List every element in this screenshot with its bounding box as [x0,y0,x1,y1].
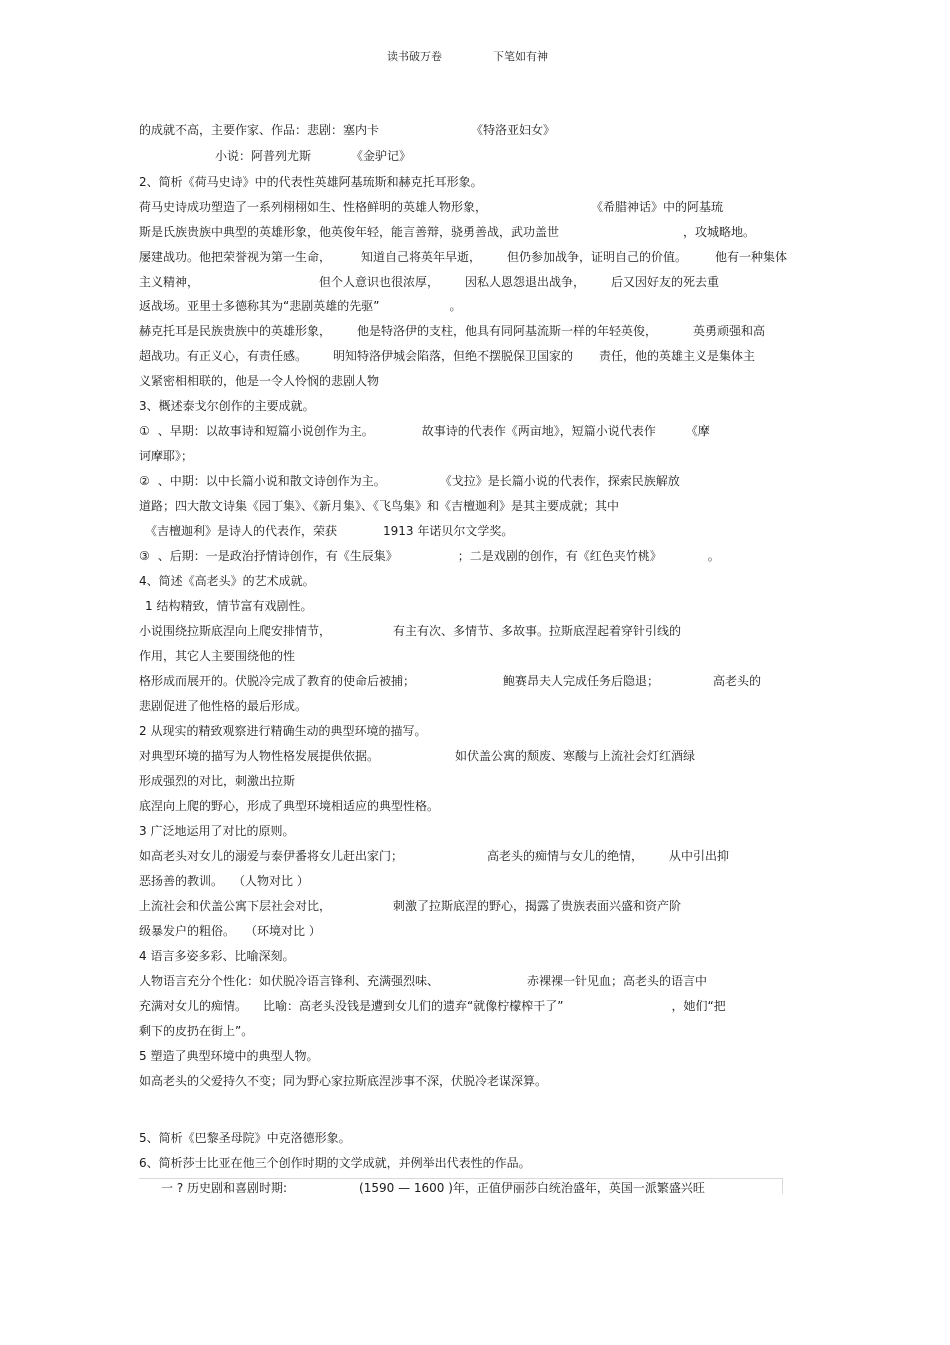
text-segment: 因私人恩怨退出战争， [465,275,586,289]
text-segment: 上流社会和伏盖公寓下层社会对比， [139,899,332,913]
text-line [139,848,729,864]
text-line [139,1155,531,1171]
text-segment: 级暴发户的粗俗。 [139,924,236,938]
text-line [139,798,439,814]
text-segment: 4、简述《高老头》的艺术成就。 [139,574,315,588]
text-segment: 一 ? 历史剧和喜剧时期: [161,1181,288,1195]
text-segment: 1913 年诺贝尔文学奖。 [383,524,514,538]
text-segment: 如高老头的父爱持久不变；同为野心家拉斯底涅涉事不深，伏脱冷老谋深算。 [139,1074,548,1088]
text-segment: ① [139,424,150,438]
text-segment: 底涅向上爬的野心，形成了典型环境相适应的典型性格。 [139,799,440,813]
text-segment: 悲剧促进了他性格的最后形成。 [139,699,308,713]
text-segment: （环境对比 ） [251,924,321,938]
text-segment: 义紧密相相联的，他是一令人怜悯的悲剧人物 [139,374,380,388]
text-segment: 主义精神， [139,275,200,289]
text-line [139,748,695,764]
text-line [139,423,710,439]
text-segment: 3 广泛地运用了对比的原则。 [139,824,295,838]
text-segment: 超战功。有正义心，有责任感。 [139,349,308,363]
text-segment: 有主有次、多情节、多故事。拉斯底涅起着穿针引线的 [393,624,682,638]
text-line [139,998,726,1014]
text-segment: 明知特洛伊城会陷落，但绝不摆脱保卫国家的 [333,349,574,363]
text-line [139,298,461,314]
text-line [139,1073,547,1089]
text-segment: ，她们“把 [671,999,726,1013]
text-line [139,1130,351,1146]
text-segment: 比喻：高老头没钱是遭到女儿们的遗弃“就像柠檬榨干了” [263,999,564,1013]
text-segment: 后又因好友的死去重 [611,275,720,289]
text-line [139,573,315,589]
text-line [139,923,321,939]
text-line [139,898,681,914]
text-segment: 故事诗的代表作《两亩地》，短篇小说代表作 [421,424,656,438]
text-segment: ② [139,474,150,488]
text-segment: ，攻城略地。 [683,225,756,239]
text-line [139,973,707,989]
text-line [139,823,294,839]
text-line [139,373,379,389]
text-segment: 6、简析莎士比亚在他三个创作时期的文学成就，并例举出代表性的作品。 [139,1156,531,1170]
text-segment: 赫克托耳是民族贵族中的英雄形象， [139,324,332,338]
text-line [139,698,307,714]
text-segment: 屡建战功。他把荣誉视为第一生命， [139,250,332,264]
text-segment: 斯是氏族贵族中典型的英雄形象，他英俊年轻，能言善辩，骁勇善战，武功盖世 [139,225,560,239]
text-segment: 荷马史诗成功塑造了一系列栩栩如生、性格鲜明的英雄人物形象， [139,200,488,214]
text-line [139,948,294,964]
text-segment: (1590 — 1600 )年，正值伊丽莎白统治盛年，英国一派繁盛兴旺 [359,1181,705,1195]
table-border-line [139,1178,783,1194]
text-segment: 。 [449,299,462,313]
text-line [139,648,295,664]
text-segment: 。 [707,549,720,563]
text-segment: 、后期：一是政治抒情诗创作，有《生辰集》 [157,549,392,563]
text-line [139,1048,318,1064]
text-segment: 知道自己将英年早逝， [361,250,482,264]
text-segment: 2 从现实的精致观察进行精确生动的典型环境的描写。 [139,724,427,738]
header-motto-left: 读书破万卷 [387,50,442,63]
text-segment: 高老头的痴情与女儿的绝情， [487,849,644,863]
text-line [139,398,315,414]
text-segment: 作用，其它人主要围绕他的性 [139,649,296,663]
text-line [139,723,426,739]
text-segment: 人物语言充分个性化：如伏脱冷语言锋利、充满强烈味、 [139,974,440,988]
text-segment: 恶扬善的教训。 [139,874,224,888]
text-line [215,148,411,164]
text-segment: 充满对女儿的痴情。 [139,999,248,1013]
text-line [139,498,619,514]
text-segment: 、早期：以故事诗和短篇小说创作为主。 [157,424,374,438]
text-segment: 赤裸裸一针见血；高老头的语言中 [527,974,708,988]
text-segment: 《吉檀迦利》是诗人的代表作，荣获 [145,524,338,538]
text-line [139,323,765,339]
text-segment: 1 结构精致，情节富有戏剧性。 [145,599,313,613]
text-segment: 形成强烈的对比，刺激出拉斯 [139,774,296,788]
text-segment: 他是特洛伊的支柱，他具有同阿基流斯一样的年轻英俊， [357,324,658,338]
text-segment: 但个人意识也很浓厚， [319,275,440,289]
text-line [139,773,295,789]
text-line [139,224,755,240]
text-line [145,598,312,614]
text-segment: 英勇顽强和高 [693,324,766,338]
text-segment: 5、简析《巴黎圣母院》中克洛德形象。 [139,1131,351,1145]
text-segment: 责任，他的英雄主义是集体主 [599,349,756,363]
header-motto-right: 下笔如有神 [493,50,548,63]
text-segment: 《希腊神话》中的阿基琉 [597,200,724,214]
text-line [139,473,680,489]
text-segment: 5 塑造了典型环境中的典型人物。 [139,1049,319,1063]
text-segment: 但仍参加战争，证明自己的价值。 [507,250,688,264]
text-segment: 诃摩耶》； [139,449,194,463]
text-segment: 对典型环境的描写为人物性格发展提供依据。 [139,749,380,763]
text-segment: 、中期：以中长篇小说和散文诗创作为主。 [157,474,386,488]
text-line [139,249,787,265]
text-segment: 返战场。亚里士多德称其为“悲剧英雄的先驱” [139,299,380,313]
text-segment: 3、概述泰戈尔创作的主要成就。 [139,399,315,413]
text-segment: 2、简析《荷马史诗》中的代表性英雄阿基琉斯和赫克托耳形象。 [139,175,483,189]
text-line [139,122,555,138]
text-segment: 他有一种集体 [715,250,788,264]
text-line [139,548,720,564]
text-segment: 从中引出抑 [669,849,730,863]
text-segment: 小说：阿普列尤斯 [215,149,312,163]
text-line [139,348,755,364]
text-line [139,448,193,464]
text-segment: ；二是戏剧的创作，有《红色夹竹桃》 [457,549,656,563]
text-segment: （人物对比 ） [239,874,309,888]
text-line [139,174,483,190]
text-segment: 鲍赛昂夫人完成任务后隐退； [503,674,660,688]
text-line [145,523,513,539]
text-segment: 小说围绕拉斯底涅向上爬安排情节， [139,624,332,638]
text-segment: 高老头的 [713,674,762,688]
text-segment: 《戈拉》是长篇小说的代表作，探索民族解放 [445,474,680,488]
text-line [139,199,723,215]
text-segment: ③ [139,549,150,563]
text-segment: 如高老头对女儿的溺爱与泰伊番将女儿赶出家门； [139,849,404,863]
text-segment: 的成就不高，主要作家、作品：悲剧：塞内卡 [139,123,380,137]
text-line [139,1023,253,1039]
text-line [139,623,681,639]
text-segment: 4 语言多姿多彩、比喻深刻。 [139,949,295,963]
text-segment: 《金驴记》 [351,149,412,163]
text-segment: 格形成而展开的。伏脱冷完成了教育的使命后被捕； [139,674,416,688]
text-line [139,274,719,290]
text-segment: 如伏盖公寓的颓废、寒酸与上流社会灯红酒绿 [455,749,696,763]
text-segment: 《特洛亚妇女》 [471,123,556,137]
text-line [139,873,309,889]
text-segment: 《摩 [685,424,710,438]
text-segment: 道路；四大散文诗集《园丁集》、《新月集》、《飞鸟集》和《吉檀迦利》是其主要成就；其中 [139,499,620,513]
text-segment: 剩下的皮扔在街上”。 [139,1024,254,1038]
text-line [139,673,761,689]
text-segment: 刺激了拉斯底涅的野心，揭露了贵族表面兴盛和资产阶 [393,899,682,913]
